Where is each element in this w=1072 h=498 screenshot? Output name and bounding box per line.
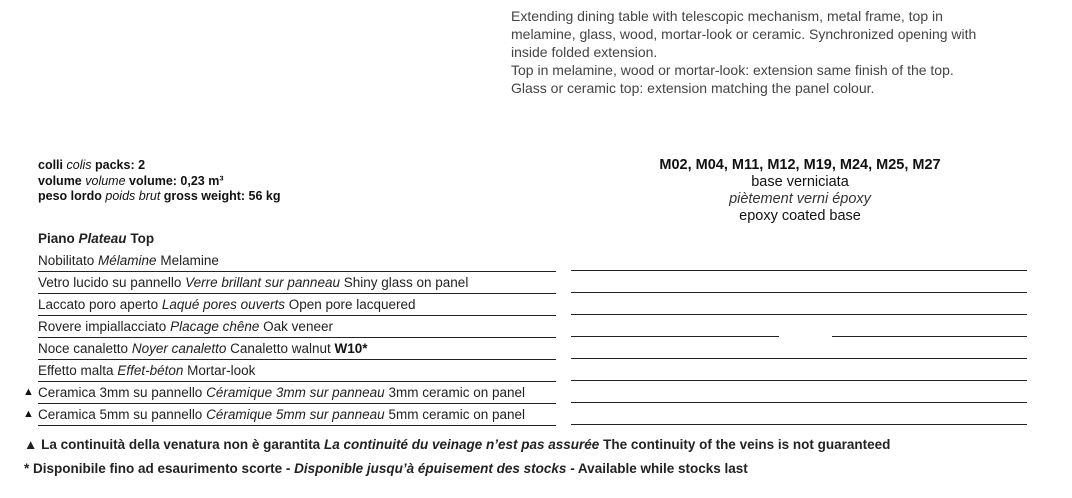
description-line: inside folded extension. xyxy=(511,44,658,60)
veins-note: ▲ La continuità della venatura non è garantita La continuité du veinage n’est pas assurée The continuity of the veins is not guaranteed xyxy=(24,437,891,452)
finish-code: W10* xyxy=(334,341,368,356)
availability-line xyxy=(571,358,1027,359)
availability-line xyxy=(571,336,779,337)
availability-line xyxy=(571,424,1027,425)
finish-row-glass: Vetro lucido su pannello Verre brillant sur panneau Shiny glass on panel xyxy=(38,272,556,294)
weight-line: peso lordo poids brut gross weight: 56 kg xyxy=(38,189,281,203)
availability-line xyxy=(832,336,1027,337)
packing-info xyxy=(38,158,280,205)
triangle-marker-icon: ▲ xyxy=(23,386,34,398)
finish-row-lacquered: Laccato poro aperto Laqué pores ouverts Open pore lacquered xyxy=(38,294,556,316)
availability-line xyxy=(571,292,1027,293)
finish-row-ceramic-5mm: Ceramica 5mm su pannello Céramique 5mm sur panneau 5mm ceramic on panel xyxy=(38,404,556,426)
triangle-marker-icon: ▲ xyxy=(24,437,38,452)
finish-row-mortar: Effetto malta Effet-béton Mortar-look xyxy=(38,360,556,382)
base-label-fr: piètement verni époxy xyxy=(729,191,871,207)
triangle-marker-icon: ▲ xyxy=(23,408,34,420)
base-label-it: base verniciata xyxy=(751,174,849,190)
model-codes: M02, M04, M11, M12, M19, M24, M25, M27 xyxy=(659,157,941,173)
availability-line xyxy=(571,402,1027,403)
finish-row-walnut: Noce canaletto Noyer canaletto Canaletto walnut W10* xyxy=(38,338,556,360)
asterisk-marker-icon: * xyxy=(24,461,30,476)
top-section-title: Piano Plateau Top xyxy=(38,231,155,246)
volume-line: volume volume volume: 0,23 m³ xyxy=(38,173,224,188)
base-label-en: epoxy coated base xyxy=(739,208,861,224)
product-description xyxy=(511,7,1051,97)
finish-row-oak: Rovere impiallacciato Placage chêne Oak veneer xyxy=(38,316,556,338)
availability-line xyxy=(571,314,1027,315)
models-header xyxy=(570,157,1030,225)
description-line: Top in melamine, wood or mortar-look: extension same finish of the top. xyxy=(511,62,954,78)
description-line: Extending dining table with telescopic mechanism, metal frame, top in xyxy=(511,8,943,24)
packs-line: colli colis packs: 2 xyxy=(38,158,146,172)
availability-line xyxy=(571,380,1027,381)
finish-row-ceramic-3mm: Ceramica 3mm su pannello Céramique 3mm sur panneau 3mm ceramic on panel xyxy=(38,382,556,404)
finish-row-melamine: Nobilitato Mélamine Melamine xyxy=(38,250,556,272)
description-line: Glass or ceramic top: extension matching the panel colour. xyxy=(511,80,875,96)
description-line: melamine, glass, wood, mortar-look or ceramic. Synchronized opening with xyxy=(511,26,977,42)
stock-note: * Disponibile fino ad esaurimento scorte - Disponible jusqu’à épuisement des stocks - Available while stocks last xyxy=(24,461,748,476)
availability-line xyxy=(571,270,1027,271)
